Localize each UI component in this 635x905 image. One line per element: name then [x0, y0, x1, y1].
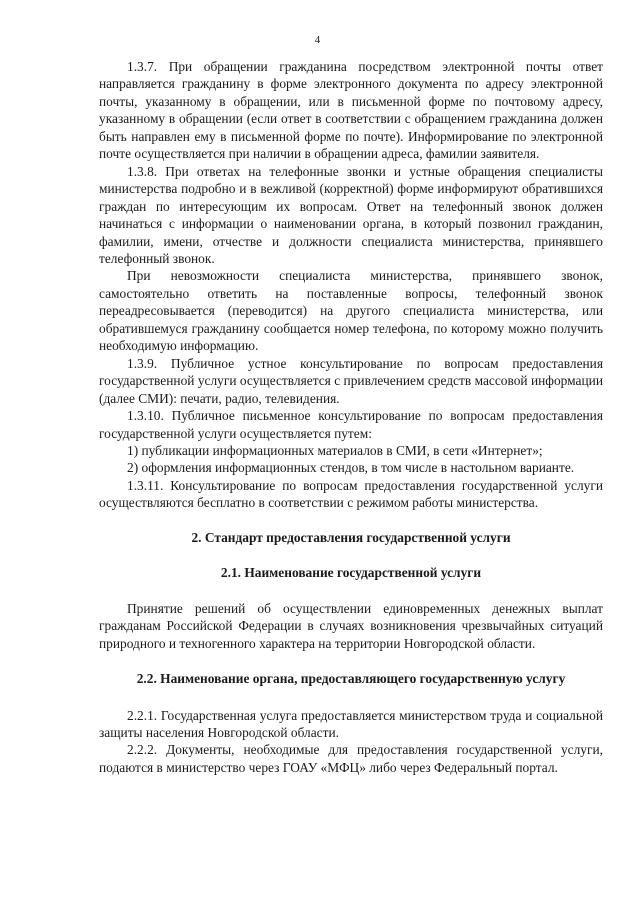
list-item-1: 1) публикации информационных материалов в СМИ, в сети «Интернет»; — [127, 442, 543, 458]
section-2-heading: 2. Стандарт предоставления государственной услуги — [191, 529, 511, 545]
paragraph-1-3-11: 1.3.11. Консультирование по вопросам предоставления государственной услуги осуществляются бесплатно в соответствии с режимом работы министерства. — [99, 477, 603, 511]
paragraph-1-3-7: 1.3.7. При обращении гражданина посредством электронной почты ответ направляется гражданину в форме электронного документа по адресу электронной почты, указанному в обращении, или в письменной форме по почтовому адресу, указанному в обращении (если ответ в соответствии с обращением гражданина должен быть направлен ему в письменной форме по почте). Информирование по электронной почте осуществляется при наличии в обращении адреса, фамилии заявителя. — [99, 59, 603, 162]
page-number: 4 — [314, 34, 321, 46]
section-2-1-text: Принятие решений об осуществлении единовременных денежных выплат гражданам Российской Федерации в случаях возникновения чрезвычайных ситуаций природного и техногенного характера на территории Новгородской области. — [99, 600, 603, 651]
document-body — [99, 58, 603, 776]
paragraph-call-redirect: При невозможности специалиста министерства, принявшего звонок, самостоятельно ответить на поставленные вопросы, телефонный звонок переадресовывается (переводится) на другого специалиста министерства, или обратившемуся гражданину сообщается номер телефона, по которому можно получить необходимую информацию. — [99, 268, 603, 354]
list-item-2: 2) оформления информационных стендов, в том числе в настольном варианте. — [127, 460, 575, 476]
paragraph-1-3-8: 1.3.8. При ответах на телефонные звонки и устные обращения специалисты министерства подробно и в вежливой (корректной) форме информируют обратившихся граждан по интересующим их вопросам. Ответ на телефонный звонок должен начинаться с информации о наименовании органа, в который позвонил гражданин, фамилии, имени, отчестве и должности специалиста министерства, принявшего телефонный звонок. — [99, 163, 603, 266]
section-2-1-heading: 2.1. Наименование государственной услуги — [220, 565, 482, 581]
paragraph-2-2-2: 2.2.2. Документы, необходимые для предоставления государственной услуги, подаются в министерство через ГОАУ «МФЦ» либо через Федеральный портал. — [99, 742, 603, 775]
paragraph-1-3-9: 1.3.9. Публичное устное консультирование по вопросам предоставления государственной услуги осуществляется с привлечением средств массовой информации (далее СМИ): печати, радио, телевидения. — [99, 355, 603, 406]
section-2-2-heading: 2.2. Наименование органа, предоставляющего государственную услугу — [136, 671, 566, 687]
paragraph-1-3-10: 1.3.10. Публичное письменное консультирование по вопросам предоставления государственной услуги осуществляется путем: — [99, 408, 603, 441]
paragraph-2-2-1: 2.2.1. Государственная услуга предоставляется министерством труда и социальной защиты населения Новгородской области. — [99, 707, 603, 740]
